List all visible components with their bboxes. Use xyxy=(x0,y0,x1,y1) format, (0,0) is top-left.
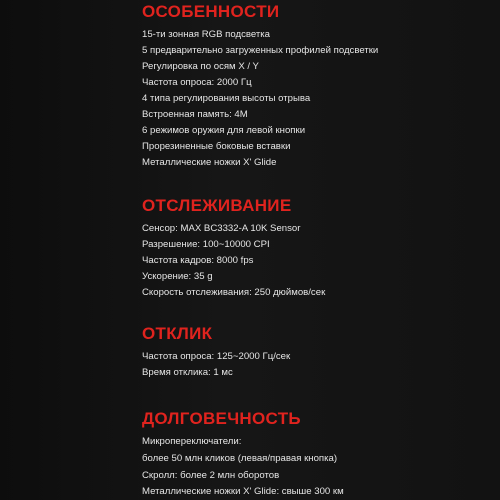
spec-line: 4 типа регулирования высоты отрыва xyxy=(142,93,311,104)
spec-line: Частота кадров: 8000 fps xyxy=(142,255,254,266)
spec-line: Время отклика: 1 мс xyxy=(142,367,233,378)
spec-line: Регулировка по осям X / Y xyxy=(142,61,259,72)
spec-line: Частота опроса: 2000 Гц xyxy=(142,77,252,88)
spec-line: более 50 млн кликов (левая/правая кнопка) xyxy=(142,453,338,464)
spec-line: Частота опроса: 125~2000 Гц/сек xyxy=(142,351,291,362)
section-title-features: ОСОБЕННОСТИ xyxy=(142,2,280,21)
spec-line: 6 режимов оружия для левой кнопки xyxy=(142,125,306,136)
spec-line: Микропереключатели: xyxy=(142,436,242,447)
section-title-tracking: ОТСЛЕЖИВАНИЕ xyxy=(142,196,292,215)
spec-line: Скорость отслеживания: 250 дюймов/сек xyxy=(142,287,326,298)
spec-line: 5 предварительно загруженных профилей подсветки xyxy=(142,45,379,56)
spec-line: Прорезиненные боковые вставки xyxy=(142,141,291,152)
spec-line: Ускорение: 35 g xyxy=(142,271,213,282)
spec-line: Металлические ножки X' Glide xyxy=(142,157,277,168)
spec-line: 15-ти зонная RGB подсветка xyxy=(142,29,271,40)
section-title-response: ОТКЛИК xyxy=(142,324,213,343)
spec-line: Скролл: более 2 млн оборотов xyxy=(142,470,280,481)
spec-line: Встроенная память: 4M xyxy=(142,109,248,120)
spec-line: Металлические ножки X' Glide: свыше 300 км xyxy=(142,486,344,497)
section-title-durability: ДОЛГОВЕЧНОСТЬ xyxy=(142,409,301,428)
spec-line: Сенсор: MAX BC3332-A 10K Sensor xyxy=(142,223,301,234)
spec-line: Разрешение: 100~10000 CPI xyxy=(142,239,270,250)
